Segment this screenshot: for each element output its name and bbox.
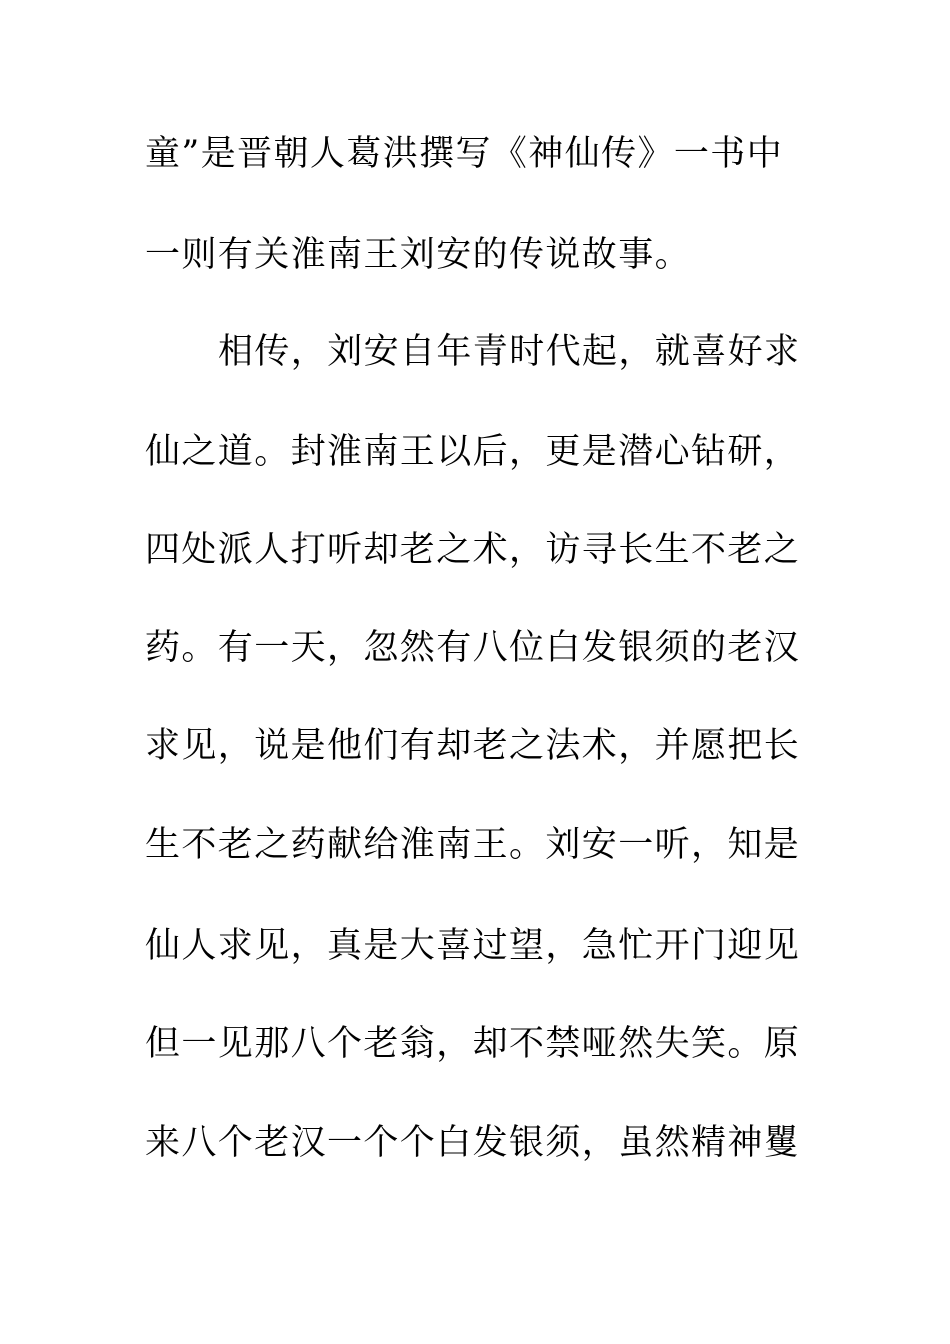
text-line-11: 来八个老汉一个个白发银须，虽然精神矍 <box>145 1123 801 1163</box>
text-line-10: 但一见那八个老翁，却不禁哑然失笑。原 <box>145 1024 801 1064</box>
text-line-4: 仙之道。封淮南王以后，更是潜心钻研， <box>145 432 801 472</box>
text-line-3: 相传，刘安自年青时代起，就喜好求 <box>218 332 801 372</box>
text-line-5: 四处派人打听却老之术，访寻长生不老之 <box>145 530 801 570</box>
text-line-6: 药。有一天，忽然有八位白发银须的老汉 <box>145 628 801 668</box>
text-line-1: 童”是晋朝人葛洪撰写《神仙传》一书中 <box>145 134 784 174</box>
text-line-9: 仙人求见，真是大喜过望，急忙开门迎见 <box>145 926 801 966</box>
text-line-8: 生不老之药献给淮南王。刘安一听，知是 <box>145 825 801 865</box>
text-line-7: 求见，说是他们有却老之法术，并愿把长 <box>145 726 801 766</box>
text-line-2: 一则有关淮南王刘安的传说故事。 <box>145 235 692 275</box>
